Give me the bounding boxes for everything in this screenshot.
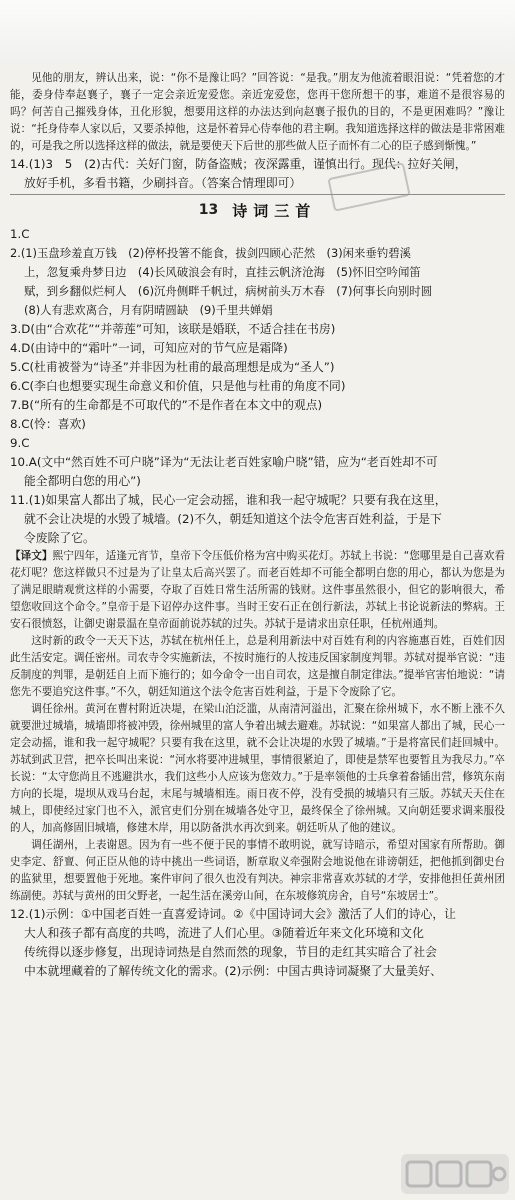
answer-11-continued-1: 就不会让决堤的水毁了城墙。(2)不久，朝廷知道这个法令危害百姓利益，于是下 bbox=[24, 512, 442, 526]
translation-continuation: 见他的朋友，辨认出来，说：“你不是豫让吗？”回答说：“是我。”朋友为他流着眼泪说：“凭着您的才能，委身侍奉赵襄子，襄子一定会亲近宠爱您。亲近宠爱您，您再干您所想干的事，难道不是很容易的吗？何苦自己摧残身体，丑化形貌，想要用这样的办法达到向赵襄子报仇的目的，不是更困难吗？”豫让说：“托身侍奉人家以后，又要杀掉他，这是怀着异心侍奉他的君主啊。我知道选择这样的做法是非常困难的，可是我之所以选择这样的做法，就是要使天下后世的那些做人臣子而怀有二心的臣子感到惭愧。” bbox=[10, 72, 505, 152]
answer-4: 4.D(由诗中的“霜叶”一词，可知应对的节气应是霜降) bbox=[10, 341, 288, 355]
answer-12-line-2: 大人和孩子都有高度的共鸣，流进了人们心里。③随着近年来文化环境和文化 bbox=[24, 926, 424, 940]
answer-2-line-4: (8)人有悲欢离合，月有阴晴圆缺 (9)千里共婵娟 bbox=[24, 303, 273, 317]
section-title: 诗词三首 bbox=[232, 201, 317, 220]
answer-page bbox=[0, 62, 515, 1200]
answer-10-continued: 能全都明白您的用心”) bbox=[24, 474, 141, 488]
translation-paragraph-4: 调任湖州，上表谢恩。因为有一些不便于民的事情不敢明说，就写诗暗示，希望对国家有所帮助。御史李定、舒亶、何正臣从他的诗中挑出一些词语，断章取义牵强附会地说他在诽谤朝廷，把他抓到御史台的监狱里，想要置他于死地。案件审问了很久也没有判决。神宗非常喜欢苏轼的才学，安排他担任黄州团练副使。苏轼与黄州的田父野老，一起生活在溪旁山间，在东坡修筑房舍，自号“东坡居士”。 bbox=[10, 839, 505, 902]
answer-14-continued: 放好手机，多看书籍，少刷抖音。（答案合情理即可） bbox=[24, 176, 302, 190]
scan-top-margin bbox=[0, 0, 515, 62]
answer-11-continued-2: 令废除了它。 bbox=[24, 531, 95, 545]
answer-2-line-2: 上，忽复乘舟梦日边 (4)长风破浪会有时，直挂云帆济沧海 (5)怀旧空吟闻笛 bbox=[24, 265, 421, 279]
answer-12-line-4: 中本就埋藏着的了解传统文化的需求。(2)示例：中国古典诗词凝聚了大量美好、 bbox=[24, 964, 442, 978]
answer-12-line-3: 传统得以逐步修复，出现诗词热是自然而然的现象，节目的走红其实暗合了社会 bbox=[24, 945, 437, 959]
section-number: 13 bbox=[198, 202, 219, 218]
answer-2-line-3: 赋，到乡翻似烂柯人 (6)沉舟侧畔千帆过，病树前头万木春 (7)何事长向别时圆 bbox=[24, 284, 433, 298]
answer-2-line-1: 2.(1)玉盘珍羞直万钱 (2)停杯投箸不能食，拔剑四顾心茫然 (3)闲来垂钓碧溪 bbox=[10, 246, 411, 260]
answer-6: 6.C(李白也想要实现生命意义和价值，只是他与杜甫的角度不同) bbox=[10, 379, 346, 393]
answer-7: 7.B(“所有的生命都是不可取代的”不是作者在本文中的观点) bbox=[10, 398, 323, 412]
answer-3: 3.D(由“合欢花”“并蒂莲”可知，该联是婚联，不适合挂在书房) bbox=[10, 322, 336, 336]
translation-paragraph-2: 这时新的政令一天天下达，苏轼在杭州任上，总是利用新法中对百姓有利的内容施惠百姓，百姓们因此生活安定。调任密州。司农寺令实施新法，不按时施行的人按违反国家制度判罪。苏轼对提举官说：“违反制度的判罪，是朝廷自上而下施行的；如今命令一出自司农，这是擅自制定律法。”提举官害怕地说：“请您先不要追究这件事。”不久，朝廷知道这个法令危害百姓利益，于是下令废除了它。 bbox=[10, 635, 505, 698]
translation-paragraph-1: 【译文】熙宁四年，适逢元宵节，皇帝下令压低价格为宫中购买花灯。苏轼上书说：“您哪里是自己喜欢看花灯呢？您这样做只不过是为了让皇太后高兴罢了。而老百姓却不可能全都明白您的用心，都认为您是为了满足眼睛观赏这样的小需要，夺取了百姓日常生活所需的钱财。这件事虽然很小，但它的影响很大，希望您收回这个命令。”皇帝于是下诏停办这件事。当时王安石正在创行新法，苏轼上书论说新法的弊病。王安石很愤怒，让御史谢景温在皇帝面前说苏轼的过失。苏轼于是请求出京任职，任杭州通判。 bbox=[10, 550, 505, 630]
watermark-logo bbox=[401, 1154, 509, 1194]
translation-paragraph-3: 调任徐州。黄河在曹村附近决堤，在梁山泊泛滥，从南清河溢出，汇聚在徐州城下，水不断上涨不久就要泄过城墙，城墙即将被冲毁，徐州城里的富人争着出城去避难。苏轼说：“如果富人都出了城，民心一定会动摇，谁和我一起守城呢？只要有我在这里，就不会让决堤的水毁了城墙。”于是将富民们赶回城中。苏轼到武卫营，把卒长叫出来说：“河水将要冲进城里，事情很紧迫了，即使是禁军也要暂且为我尽力。”卒长说：“太守您尚且不逃避洪水，我们这些小人应该为您效力。”于是率领他的士兵拿着畚锸出营，修筑东南方向的长堤，堤坝从戏马台起，末尾与城墙相连。雨日夜不停，没有受损的城墙只有三版。苏轼天天住在城上，即使经过家门也不入，派官吏们分别在城墙各处守卫，最终保全了徐州城。又向朝廷要求调来服役的人，加高修固旧城墙，修建木岸，用以防备洪水再次到来。朝廷听从了他的建议。 bbox=[10, 703, 505, 834]
answer-11: 11.(1)如果富人都出了城，民心一定会动摇，谁和我一起守城呢？只要有我在这里， bbox=[10, 493, 447, 507]
answer-10: 10.A(文中“然百姓不可户晓”译为“无法让老百姓家喻户晓”错，应为“老百姓却不可 bbox=[10, 455, 438, 469]
answer-5: 5.C(杜甫被誉为“诗圣”并非因为杜甫的最高理想是成为“圣人”) bbox=[10, 360, 335, 374]
answer-1: 1.C bbox=[10, 227, 30, 241]
answer-14: 14.(1)3 5 (2)古代：关好门窗，防备盗贼；夜深露重，谨慎出行。现代：拉好关闸， bbox=[10, 157, 467, 171]
watermark-logo-icon bbox=[401, 1154, 509, 1194]
answer-12-line-1: 12.(1)示例：①中国老百姓一直喜爱诗词。②《中国诗词大会》激活了人们的诗心，让 bbox=[10, 907, 456, 921]
section-divider bbox=[10, 194, 505, 195]
section-heading bbox=[10, 197, 505, 223]
answer-9: 9.C bbox=[10, 436, 30, 450]
translation-label: 【译文】 bbox=[10, 550, 53, 562]
answer-8: 8.C(怜：喜欢) bbox=[10, 417, 86, 431]
